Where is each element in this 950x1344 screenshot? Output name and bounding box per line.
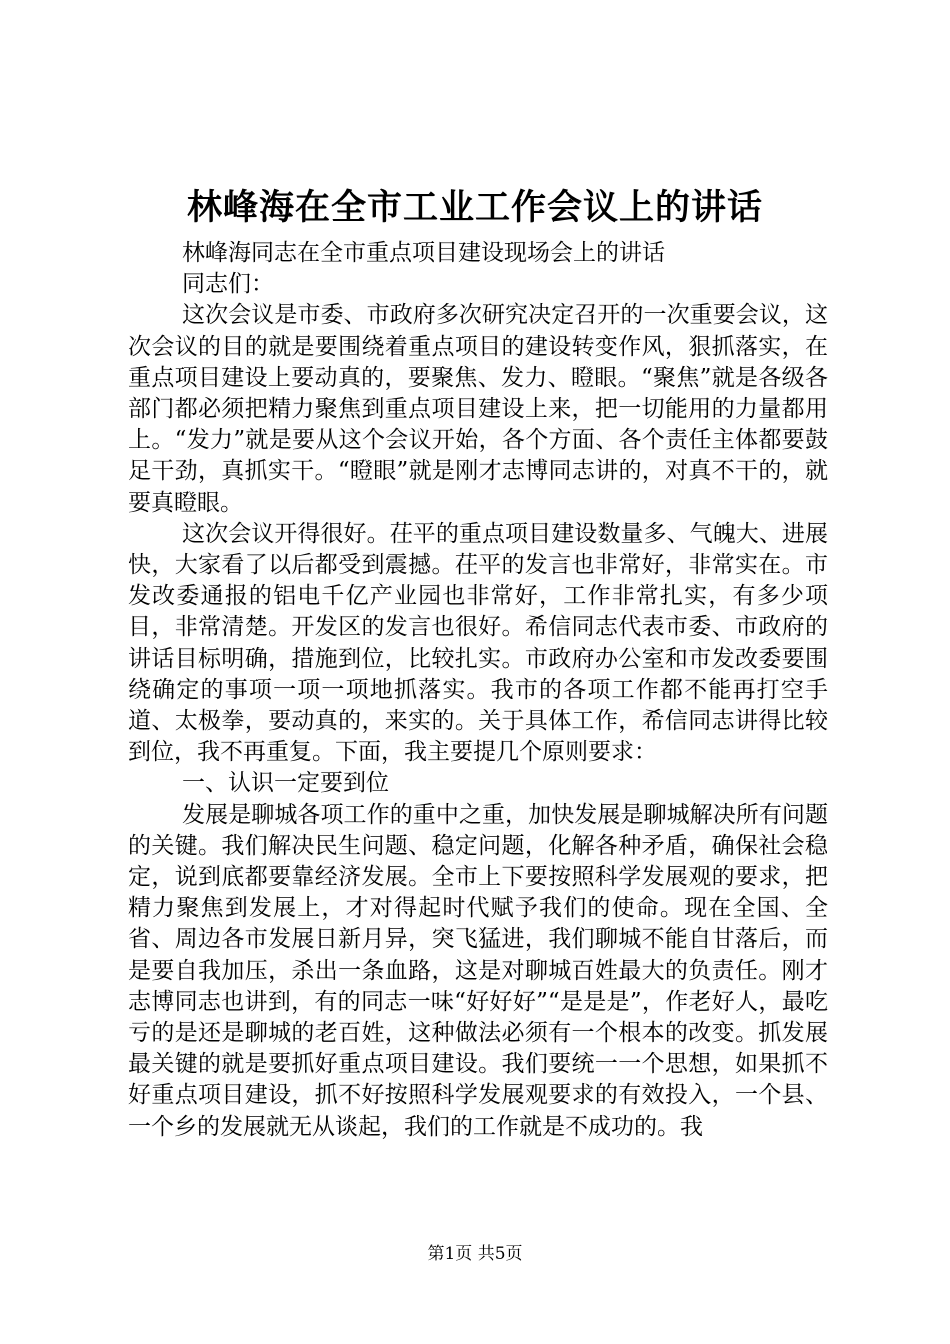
document-title: 林峰海在全市工业工作会议上的讲话	[186, 187, 763, 228]
paragraph: 这次会议是市委、市政府多次研究决定召开的一次重要会议，这次会议的目的就是要围绕着重点项目的建设转变作风，狠抓落实，在重点项目建设上要动真的，要聚焦、发力、瞪眼。“聚焦”就是各级各部门都必须把精力聚焦到重点项目建设上来，把一切能用的力量都用上。“发力”就是要从这个会议开始，各个方面、各个责任主体都要鼓足干劲，真抓实干。“瞪眼”就是刚才志博同志讲的，对真不干的，就要真瞪眼。	[128, 302, 828, 516]
paragraph: 发展是聊城各项工作的重中之重，加快发展是聊城解决所有问题的关键。我们解决民生问题、稳定问题，化解各种矛盾，确保社会稳定，说到底都要靠经济发展。全市上下要按照科学发展观的要求，把精力聚焦到发展上，才对得起时代赋予我们的使命。现在全国、全省、周边各市发展日新月异，突飞猛进，我们聊城不能自甘落后，而是要自我加压，杀出一条血路，这是对聊城百姓最大的负责任。刚才志博同志也讲到，有的同志一味“好好好”“是是是”，作老好人，最吃亏的是还是聊城的老百姓，这种做法必须有一个根本的改变。抓发展最关键的就是要抓好重点项目建设。我们要统一一个思想，如果抓不好重点项目建设，抓不好按照科学发展观要求的有效投入，一个县、一个乡的发展就无从谈起，我们的工作就是不成功的。我	[128, 801, 828, 1140]
document-body	[128, 238, 828, 1143]
paragraph: 这次会议开得很好。茌平的重点项目建设数量多、气魄大、进展快，大家看了以后都受到震撼。茌平的发言也非常好，非常实在。市发改委通报的铝电千亿产业园也非常好，工作非常扎实，有多少项目，非常清楚。开发区的发言也很好。希信同志代表市委、市政府的讲话目标明确，措施到位，比较扎实。市政府办公室和市发改委要围绕确定的事项一项一项地抓落实。我市的各项工作都不能再打空手道、太极拳，要动真的，来实的。关于具体工作，希信同志讲得比较到位，我不再重复。下面，我主要提几个原则要求：	[128, 520, 828, 766]
page-number: 第1页 共5页	[427, 1244, 523, 1264]
section-heading: 一、认识一定要到位	[182, 770, 390, 797]
subtitle-line: 林峰海同志在全市重点项目建设现场会上的讲话	[182, 240, 666, 266]
salutation: 同志们：	[182, 271, 275, 298]
